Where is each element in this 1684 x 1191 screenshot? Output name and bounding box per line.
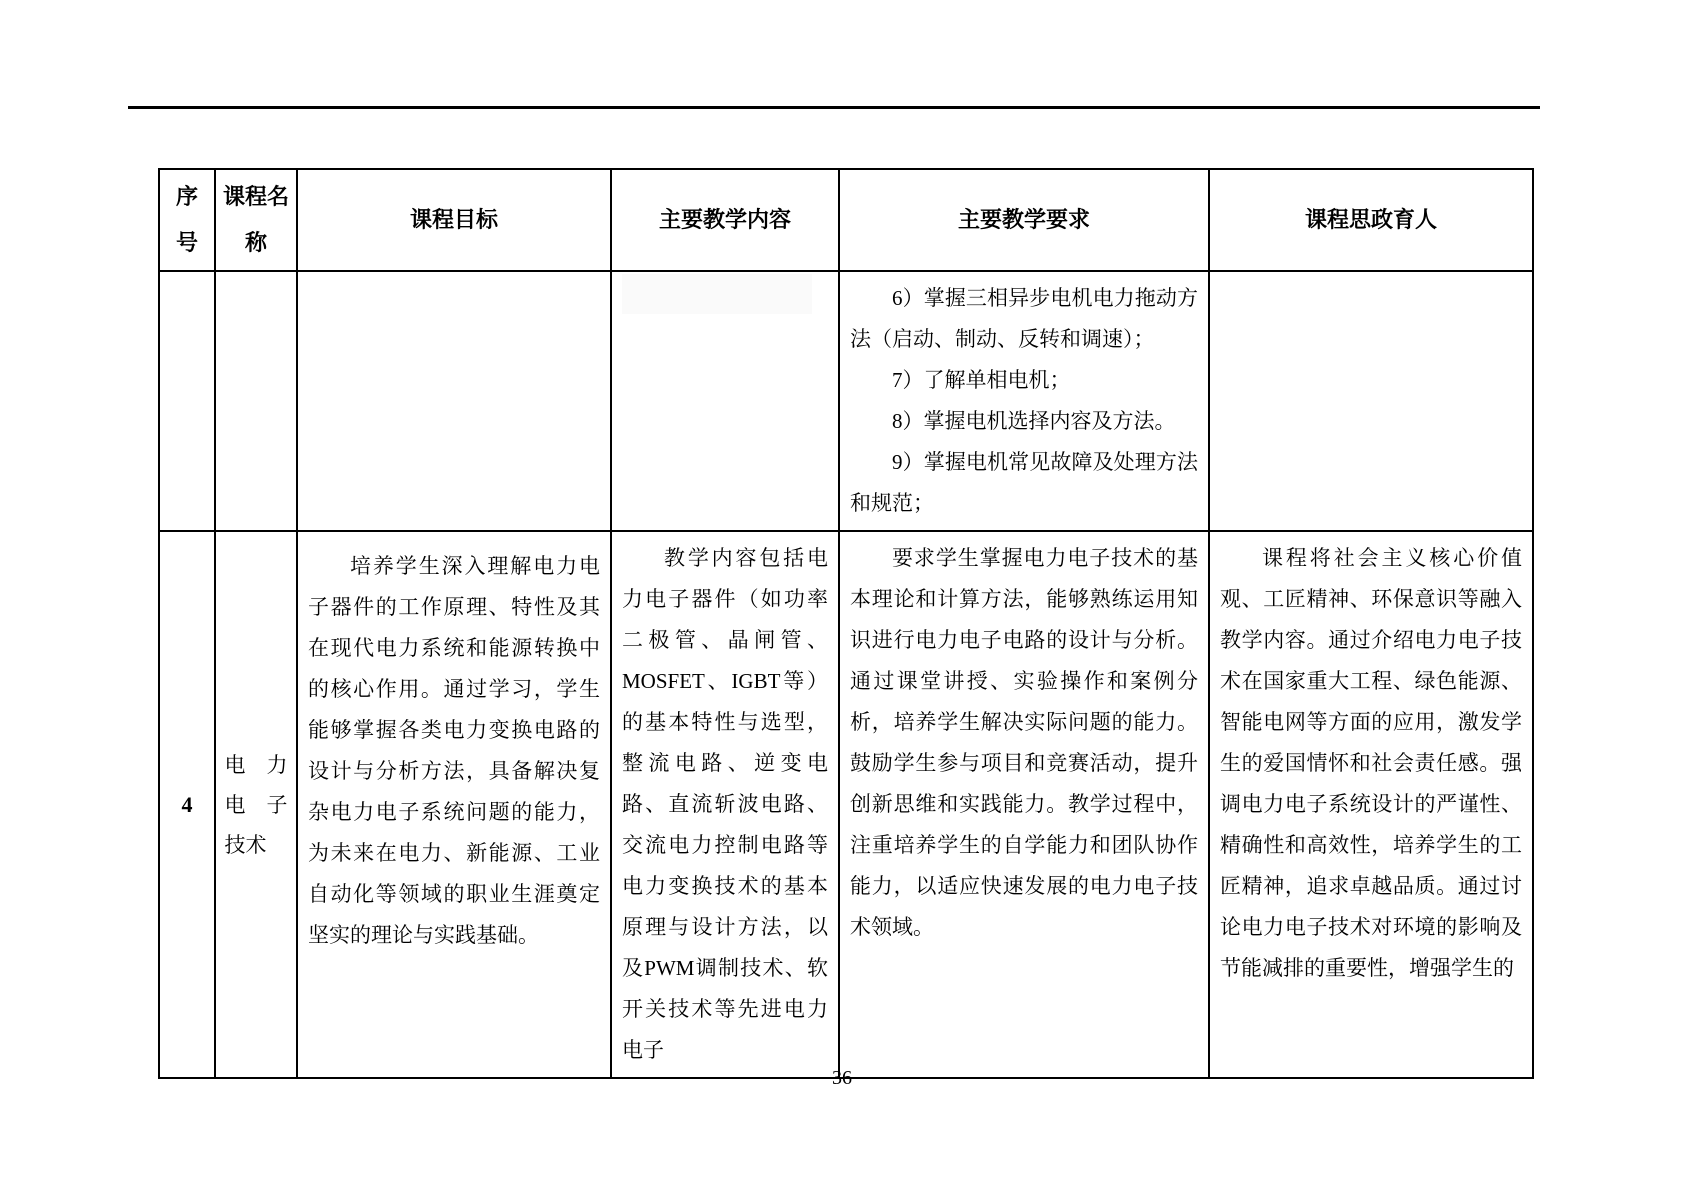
cell-seq-empty	[159, 271, 215, 531]
requirement-item: 8）掌握电机选择内容及方法。	[892, 409, 1176, 434]
header-course-name: 课程名称	[215, 169, 297, 271]
table-header-row	[159, 169, 1533, 271]
cell-teaching-content	[611, 531, 839, 1078]
ideology-education-text: 课程将社会主义核心价值观、工匠精神、环保意识等融入教学内容。通过介绍电力电子技术在国家重大工程、绿色能源、智能电网等方面的应用，激发学生的爱国情怀和社会责任感。强调电力电子系统设计的严谨性、精确性和高效性，培养学生的工匠精神，追求卓越品质。通过讨论电力电子技术对环境的影响及节能减排的重要性，增强学生的	[1220, 546, 1522, 981]
header-ideology-education: 课程思政育人	[1209, 169, 1533, 271]
header-course-objectives: 课程目标	[297, 169, 611, 271]
table-row-course-4	[159, 531, 1533, 1078]
page-header-rule	[128, 106, 1540, 109]
cell-seq: 4	[159, 531, 215, 1078]
course-name-line: 电 子	[224, 792, 288, 817]
course-name-line: 技术	[224, 832, 267, 857]
cell-ideology-empty	[1209, 271, 1533, 531]
requirement-item: 9）掌握电机常见故障及处理方法和规范；	[850, 450, 1198, 516]
teaching-content-text: 教学内容包括电力电子器件（如功率二极管、晶闸管、MOSFET、IGBT等）的基本特性与选型，整流电路、逆变电路、直流斩波电路、交流电力控制电路等电力变换技术的基本原理与设计方法，以及PWM调制技术、软开关技术等先进电力电子	[622, 546, 828, 1063]
course-name-lines	[225, 745, 288, 865]
cell-teaching-requirements-continued	[839, 271, 1209, 531]
course-objectives-text: 培养学生深入理解电力电子器件的工作原理、特性及其在现代电力系统和能源转换中的核心作用。通过学习，学生能够掌握各类电力变换电路的设计与分析方法，具备解决复杂电力电子系统问题的能力，为未来在电力、新能源、工业自动化等领域的职业生涯奠定坚实的理论与实践基础。	[308, 554, 600, 948]
course-plan-table	[158, 168, 1534, 1079]
course-name-line: 电 力	[224, 752, 288, 777]
page-number: 36	[832, 1067, 852, 1089]
cell-course-name-empty	[215, 271, 297, 531]
cell-objectives-empty	[297, 271, 611, 531]
cell-teaching-requirements	[839, 531, 1209, 1078]
cell-course-objectives	[297, 531, 611, 1078]
faint-highlight-artifact	[622, 274, 812, 314]
header-teaching-content: 主要教学内容	[611, 169, 839, 271]
requirement-item: 6）掌握三相异步电机电力拖动方法（启动、制动、反转和调速）；	[850, 286, 1198, 352]
header-seq: 序号	[159, 169, 215, 271]
requirement-item: 7）了解单相电机；	[892, 368, 1071, 393]
cell-course-name	[215, 531, 297, 1078]
table-row-continuation	[159, 271, 1533, 531]
cell-ideology-education	[1209, 531, 1533, 1078]
header-teaching-requirements: 主要教学要求	[839, 169, 1209, 271]
teaching-requirements-text: 要求学生掌握电力电子技术的基本理论和计算方法，能够熟练运用知识进行电力电子电路的设计与分析。通过课堂讲授、实验操作和案例分析，培养学生解决实际问题的能力。鼓励学生参与项目和竞赛活动，提升创新思维和实践能力。教学过程中，注重培养学生的自学能力和团队协作能力，以适应快速发展的电力电子技术领域。	[850, 546, 1198, 940]
